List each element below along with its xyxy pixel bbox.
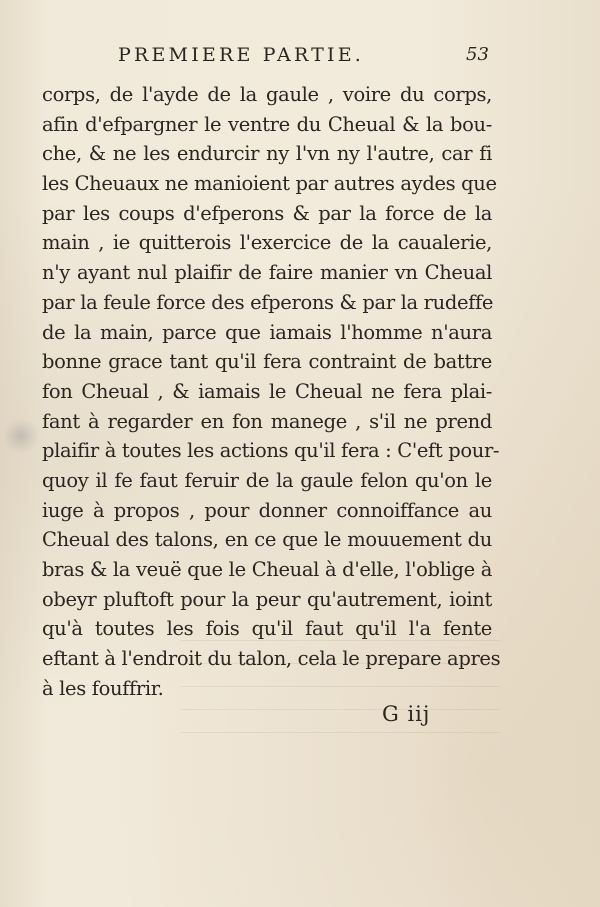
text-line: à les fouffrir. (42, 676, 164, 700)
text-line: obeyr pluftoft pour la peur qu'autrement, ioint (42, 587, 492, 611)
text-line: bonne grace tant qu'il fera contraint de battre (42, 350, 492, 374)
text-line: fon Cheual , & iamais le Cheual ne fera plai- (42, 379, 492, 403)
page-number: 53 (466, 44, 489, 65)
text-line: de la main, parce que iamais l'homme n'aura (42, 320, 492, 344)
text-line: par la feule force des efperons & par la rudeffe (42, 290, 494, 314)
text-line: quoy il fe faut feruir de la gaule felon qu'on le (42, 468, 492, 492)
signature-mark: G iij (382, 702, 431, 726)
text-line: plaifir à toutes les actions qu'il fera : C'eft pour- (42, 439, 500, 463)
text-line: eftant à l'endroit du talon, cela le prepare apres (42, 647, 501, 671)
text-line: bras & la veuë que le Cheual à d'elle, l'oblige à (42, 558, 492, 581)
body-text (42, 80, 501, 703)
text-line: corps, de l'ayde de la gaule , voire du corps, (42, 83, 492, 106)
text-line: main , ie quitterois l'exercice de la caualerie, (42, 231, 492, 255)
text-line: che, & ne les endurcir ny l'vn ny l'autre, car fi (42, 142, 492, 166)
text-line: les Cheuaux ne manioient par autres aydes que (42, 172, 497, 196)
text-line: iuge à propos , pour donner connoiffance au (42, 498, 492, 522)
running-head: PREMIERE PARTIE. (118, 44, 365, 66)
text-line: par les coups d'efperons & par la force de la (42, 201, 492, 225)
text-line: Cheual des talons, en ce que le mouuement du (42, 528, 492, 552)
text-line: fant à regarder en fon manege , s'il ne prend (42, 409, 492, 433)
paper-stain (4, 418, 38, 454)
text-line: qu'à toutes les fois qu'il faut qu'il l'a fente (42, 617, 492, 641)
text-line: n'y ayant nul plaifir de faire manier vn Cheual (42, 261, 492, 285)
text-line: afin d'efpargner le ventre du Cheual & la bou- (42, 112, 492, 136)
